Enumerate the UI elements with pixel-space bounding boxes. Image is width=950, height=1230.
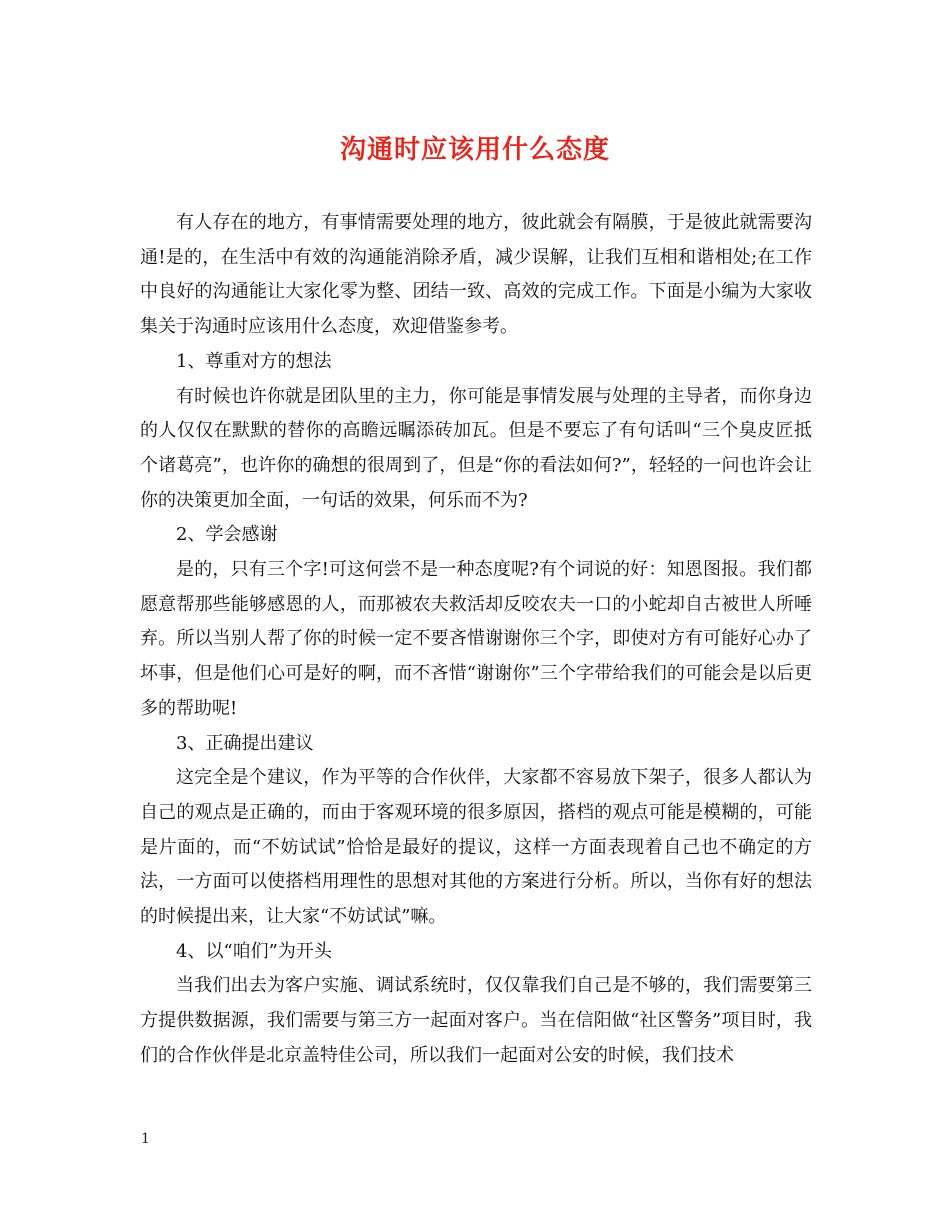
- section-heading-4: 4、以“咱们”为开头: [176, 940, 332, 962]
- intro-paragraph: 有人存在的地方，有事情需要处理的地方，彼此就会有隔膜，于是彼此就需要沟通!是的，在生活中有效的沟通能消除矛盾，减少误解，让我们互相和谐相处;在工作中良好的沟通能让大家化零为整、团结一致、高效的完成工作。下面是小编为大家收集关于沟通时应该用什么态度，欢迎借鉴参考。: [140, 212, 812, 338]
- section-heading-2: 2、学会感谢: [176, 524, 278, 546]
- section-heading-3: 3、正确提出建议: [176, 732, 314, 754]
- section-paragraph-4: 当我们出去为客户实施、调试系统时，仅仅靠我们自己是不够的，我们需要第三方提供数据源，我们需要与第三方一起面对客户。当在信阳做“社区警务”项目时，我们的合作伙伴是北京盖特佳公司，所以我们一起面对公安的时候，我们技术: [140, 975, 812, 1066]
- section-paragraph-1: 有时候也许你就是团队里的主力，你可能是事情发展与处理的主导者，而你身边的人仅仅在默默的替你的高瞻远瞩添砖加瓦。但是不要忘了有句话叫“三个臭皮匠抵个诸葛亮”，也许你的确想的很周到了，但是“你的看法如何?”，轻轻的一问也许会让你的决策更加全面，一句话的效果，何乐而不为?: [140, 385, 812, 511]
- document-body: [140, 206, 812, 1074]
- section-heading-1: 1、尊重对方的想法: [176, 350, 332, 372]
- section-paragraph-3: 这完全是个建议，作为平等的合作伙伴，大家都不容易放下架子，很多人都认为自己的观点是正确的，而由于客观环境的很多原因，搭档的观点可能是模糊的，可能是片面的，而“不妨试试”恰恰是最好的提议，这样一方面表现着自己也不确定的方法，一方面可以使搭档用理性的思想对其他的方案进行分析。所以，当你有好的想法的时候提出来，让大家“不妨试试”嘛。: [140, 767, 812, 928]
- page-number: 1: [141, 1131, 150, 1147]
- section-paragraph-2: 是的，只有三个字!可这何尝不是一种态度呢?有个词说的好：知恩图报。我们都愿意帮那些能够感恩的人，而那被农夫救活却反咬农夫一口的小蛇却自古被世人所唾弃。所以当别人帮了你的时候一定不要吝惜谢谢你三个字，即使对方有可能好心办了坏事，但是他们心可是好的啊，而不吝惜“谢谢你”三个字带给我们的可能会是以后更多的帮助呢!: [140, 559, 812, 719]
- document-title: 沟通时应该用什么态度: [339, 135, 610, 165]
